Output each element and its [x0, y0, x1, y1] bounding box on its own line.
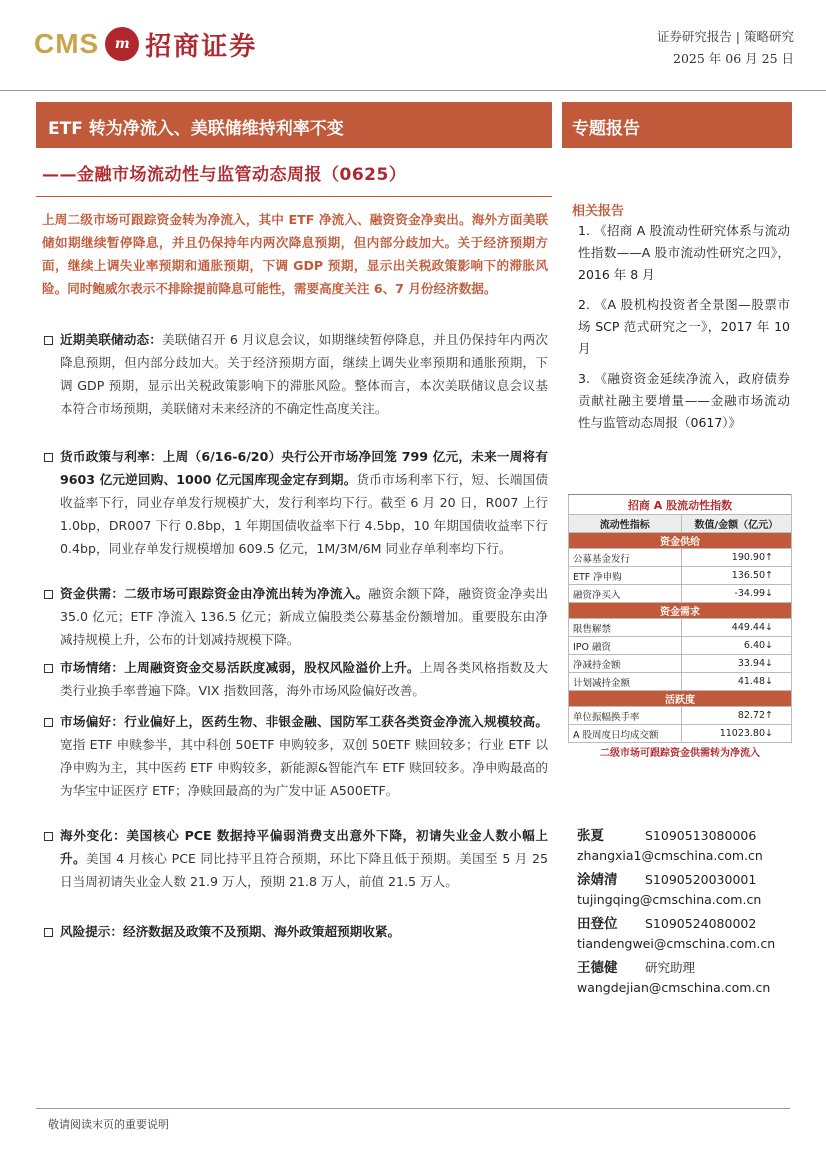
bullet-head: 资金供需：二级市场可跟踪资金由净流出转为净流入。 [60, 586, 369, 601]
bullet-supply-demand [42, 582, 548, 651]
table-row [569, 673, 792, 691]
analyst-name: 田登位 [577, 916, 618, 932]
subtitle-divider [36, 196, 552, 197]
report-title: ETF 转为净流入、美联储维持利率不变 [36, 102, 552, 148]
related-reports-list [578, 220, 790, 442]
bullet-fed [42, 328, 548, 420]
bullet-head: 货币政策与利率：上周（6/16-6/20）央行公开市场净回笼 799 亿元，未来一周将有 9603 亿元逆回购、1000 亿元国库现金定存到期。 [60, 449, 548, 487]
related-report-item[interactable]: 1. 《招商 A 股流动性研究体系与流动性指数——A 股市流动性研究之四》，2016 年 8 月 [578, 223, 790, 282]
footer-disclaimer: 敬请阅读末页的重要说明 [48, 1118, 169, 1131]
analyst-id: S1090513080006 [645, 828, 757, 843]
arrow-down-icon: ↓ [765, 658, 773, 669]
row-label: ETF 净申购 [569, 567, 682, 585]
bullet-head: 市场情绪：上周融资资金交易活跃度减弱，股权风险溢价上升。 [60, 660, 420, 675]
row-label: IPO 融资 [569, 637, 682, 655]
row-value: 190.90↑ [681, 549, 791, 567]
bullet-body: 货币市场利率下行，短、长端国债收益率下行，同业存单发行规模扩大，发行利率均下行。截至 6 月 20 日，R007 上行 1.0bp，DR007 下行 0.8bp，1 年期国债收益率下行 4.5bp，10 年期国债收益率下行 0.4bp，同业存单发行规模增加 609.5 亿元，1M/3M/6M 同业存单利率均下行。 [60, 472, 549, 556]
table-row [569, 637, 792, 655]
related-report-item[interactable]: 2. 《A 股机构投资者全景图—股票市场 SCP 范式研究之一》，2017 年 10 月 [578, 297, 790, 356]
footer-divider [36, 1108, 790, 1109]
table-row [569, 567, 792, 585]
bullet-preference [42, 710, 548, 802]
company-logo [34, 24, 257, 64]
analyst-email[interactable]: wangdejian@cmschina.com.cn [577, 980, 771, 995]
arrow-down-icon: ↓ [765, 728, 773, 739]
arrow-down-icon: ↓ [765, 622, 773, 633]
analyst-list [577, 826, 792, 1002]
table-footer: 二级市场可跟踪资金供需转为净流入 [569, 743, 792, 761]
bullet-head: 风险提示：经济数据及政策不及预期、海外政策超预期收紧。 [60, 924, 401, 939]
arrow-down-icon: ↓ [765, 676, 773, 687]
liquidity-index-table [568, 494, 792, 761]
table-section-supply: 资金供给 [569, 533, 792, 549]
table-section-activity: 活跃度 [569, 691, 792, 707]
logo-chinese-text: 招商证券 [145, 31, 258, 62]
analyst-name: 涂婧清 [577, 872, 618, 888]
bullet-monetary [42, 445, 548, 560]
arrow-down-icon: ↓ [765, 588, 773, 599]
table-header-row [569, 515, 792, 533]
arrow-down-icon: ↓ [765, 640, 773, 651]
analyst-entry [577, 914, 792, 953]
report-meta [657, 26, 794, 70]
bullet-head: 市场偏好：行业偏好上，医药生物、非银金融、国防军工获各类资金净流入规模较高。 [60, 714, 548, 729]
table-col-indicator: 流动性指标 [569, 515, 682, 533]
logo-badge-icon: m [105, 27, 139, 61]
analyst-email[interactable]: zhangxia1@cmschina.com.cn [577, 848, 763, 863]
report-date: 2025 年 06 月 25 日 [673, 51, 794, 66]
table-row [569, 549, 792, 567]
arrow-up-icon: ↑ [765, 710, 773, 721]
row-value: -34.99↓ [681, 585, 791, 603]
bullet-body: 融资余额下降，融资资金净卖出 35.0 亿元；ETF 净流入 136.5 亿元；新成立偏股类公募基金份额增加。重要股东由净减持规模上升，公布的计划减持规模下降。 [60, 586, 549, 647]
row-value: 6.40↓ [681, 637, 791, 655]
bullet-sentiment [42, 656, 548, 702]
analyst-entry [577, 958, 792, 997]
table-title: 招商 A 股流动性指数 [569, 495, 792, 515]
bullet-body: 美国 4 月核心 PCE 同比持平且符合预期，环比下降且低于预期。美国至 5 月 25 日当周初请失业金人数 21.9 万人，预期 21.8 万人，前值 21.5 万人。 [60, 851, 549, 889]
row-value: 82.72↑ [681, 707, 791, 725]
bullet-overseas [42, 824, 548, 893]
report-subtitle: ——金融市场流动性与监管动态周报（0625） [42, 165, 407, 185]
analyst-entry [577, 826, 792, 865]
analyst-id: 研究助理 [645, 960, 696, 975]
arrow-up-icon: ↑ [765, 570, 773, 581]
bullet-risk [42, 920, 548, 943]
bullet-head: 近期美联储动态： [60, 332, 163, 347]
row-label: 限售解禁 [569, 619, 682, 637]
report-category: 专题报告 [562, 102, 792, 148]
header-divider [0, 90, 826, 91]
bullet-body: 美联储召开 6 月议息会议，如期继续暂停降息，并且仍保持年内两次降息预期，但内部分歧加大。关于经济预期方面，继续上调失业率预期和通胀预期，下调 GDP 预期，显示出关税政策影响下的滞胀风险。整体而言，本次美联储议息会议基本符合市场预期，美联储对未来经济的不确定性高度关注。 [60, 332, 548, 416]
analyst-id: S1090520030001 [645, 872, 757, 887]
analyst-id: S1090524080002 [645, 916, 757, 931]
row-value: 33.94↓ [681, 655, 791, 673]
row-label: 融资净买入 [569, 585, 682, 603]
arrow-up-icon: ↑ [765, 552, 773, 563]
analyst-entry [577, 870, 792, 909]
row-value: 449.44↓ [681, 619, 791, 637]
table-row [569, 725, 792, 743]
bullet-body: 上周各类风格指数及大类行业换手率普遍下降。VIX 指数回落，海外市场风险偏好改善。 [60, 660, 549, 698]
row-label: 单位振幅换手率 [569, 707, 682, 725]
bullet-head: 海外变化：美国核心 PCE 数据持平偏弱消费支出意外下降，初请失业金人数小幅上升。 [60, 828, 548, 866]
row-value: 11023.80↓ [681, 725, 791, 743]
table-row [569, 585, 792, 603]
row-label: A 股周度日均成交额 [569, 725, 682, 743]
related-reports-title: 相关报告 [572, 204, 625, 219]
table-row [569, 707, 792, 725]
table-row [569, 619, 792, 637]
table-col-value: 数值/金额（亿元） [681, 515, 791, 533]
table-section-demand: 资金需求 [569, 603, 792, 619]
bullet-body: 宽指 ETF 申赎参半，其中科创 50ETF 申购较多，双创 50ETF 赎回较多；行业 ETF 以净申购为主，其中医药 ETF 申购较多，新能源&智能汽车 ETF 赎回较多。净申购最高的为华宝中证医疗 ETF；净赎回最高的为广发中证 A500ETF。 [60, 737, 548, 798]
table-row [569, 655, 792, 673]
row-value: 41.48↓ [681, 673, 791, 691]
analyst-name: 王德健 [577, 960, 618, 976]
row-label: 公募基金发行 [569, 549, 682, 567]
analyst-email[interactable]: tujingqing@cmschina.com.cn [577, 892, 762, 907]
row-value: 136.50↑ [681, 567, 791, 585]
logo-cms-text: CMS [34, 28, 100, 59]
row-label: 净减持金额 [569, 655, 682, 673]
row-label: 计划减持金额 [569, 673, 682, 691]
analyst-email[interactable]: tiandengwei@cmschina.com.cn [577, 936, 776, 951]
related-report-item[interactable]: 3. 《融资资金延续净流入，政府债券贡献社融主要增量——金融市场流动性与监管动态周报（0617）》 [578, 371, 790, 430]
report-type: 证券研究报告 | 策略研究 [656, 29, 794, 44]
analyst-name: 张夏 [577, 828, 604, 844]
summary-paragraph: 上周二级市场可跟踪资金转为净流入，其中 ETF 净流入、融资资金净卖出。海外方面美联储如期继续暂停降息，并且仍保持年内两次降息预期，但内部分歧加大。关于经济预期方面，继续上调失业率预期和通胀预期，下调 GDP 预期，显示出关税政策影响下的滞胀风险。同时鲍威尔表示不排除提前降息可能性，需要高度关注 6、7 月份经济数据。 [42, 212, 548, 296]
